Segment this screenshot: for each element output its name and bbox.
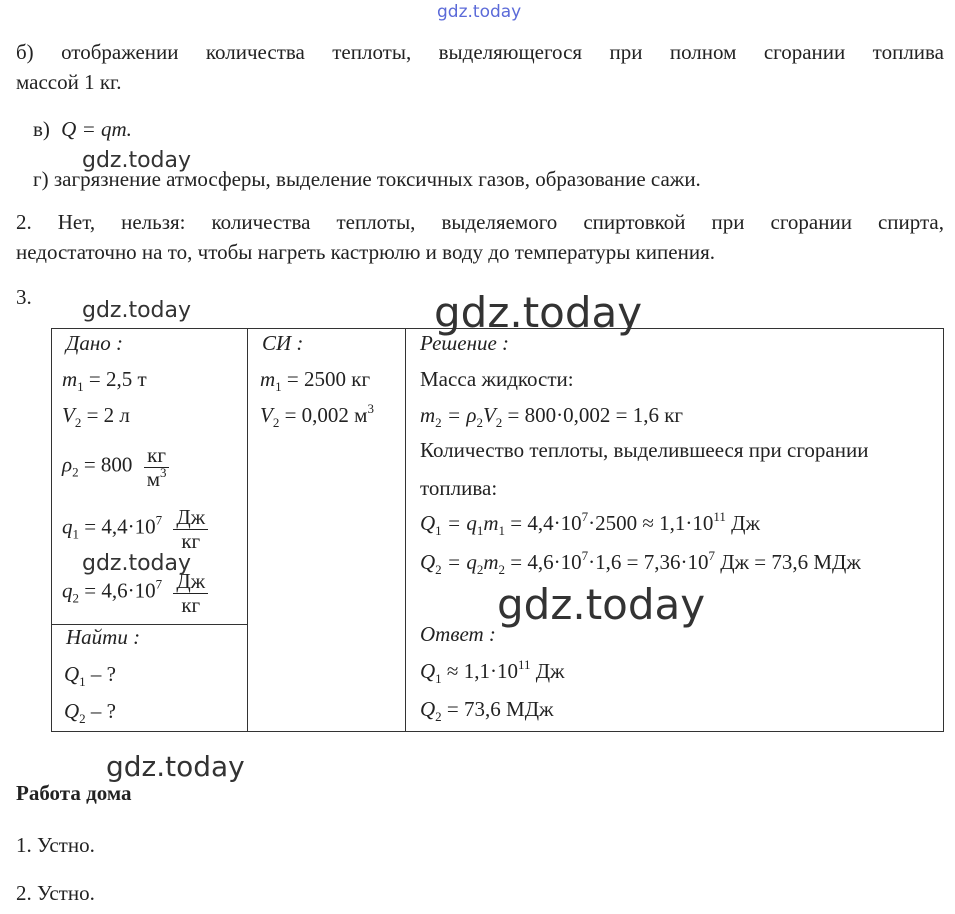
given-q2: $q_2 = 4,6\cdot 10^7$ $\frac{Дж}{кг}$ — [62, 569, 208, 616]
watermark: gdz.today — [82, 148, 192, 173]
paragraph-b-line1: б) отображении количества теплоты, выделяющегося при полном сгорании топлива — [16, 40, 944, 64]
find-title: Найти : — [66, 625, 141, 649]
given-title: Дано : — [66, 331, 124, 355]
si-v2: $V_2 = 0,002$ $м^3$ — [260, 401, 374, 430]
find-cell — [52, 625, 248, 732]
given-q1: $q_1 = 4,4\cdot 10^7$ $\frac{Дж}{кг}$ — [62, 505, 208, 552]
solution-heat-label-1: Количество теплоты, выделившееся при сгорании — [420, 438, 869, 462]
answer-q1: $Q_1 \approx 1,1\cdot 10^{11}$ Дж — [420, 657, 565, 686]
answer-title: Ответ : — [420, 622, 496, 646]
paragraph-2-line1: 2. Нет, нельзя: количества теплоты, выделяемого спиртовкой при сгорании спирта, — [16, 210, 944, 234]
solution-title: Решение : — [420, 331, 510, 355]
homework-title: Работа дома — [16, 781, 132, 805]
homework-item-2: 2. Устно. — [16, 881, 95, 905]
solution-q2-equation: $Q_2 = q_2m_2 = 4,6\cdot 10^7\cdot 1,6 = 7,36\cdot 10^7$ Дж = 73,6 МДж — [420, 548, 861, 577]
solution-heat-label-2: топлива: — [420, 476, 498, 500]
si-cell — [248, 329, 406, 732]
paragraph-v — [33, 117, 132, 142]
answer-q2: $Q_2 = 73,6$ МДж — [420, 697, 554, 724]
paragraph-3-label: 3. — [16, 285, 32, 309]
watermark-top: gdz.today — [437, 2, 522, 22]
solution-cell — [406, 329, 944, 732]
find-q1: $Q_1$ – ? — [64, 662, 116, 689]
formula-q-qm: Q = qm. — [61, 117, 132, 141]
watermark: gdz.today — [106, 750, 245, 783]
problem-table — [51, 328, 944, 732]
paragraph-2-line2: недостаточно на то, чтобы нагреть кастрюлю и воду до температуры кипения. — [16, 240, 715, 264]
watermark-large: gdz.today — [497, 580, 706, 629]
paragraph-b-line2: массой 1 кг. — [16, 70, 122, 94]
si-m1: $m_1 = 2500$ кг — [260, 367, 371, 394]
solution-q1-equation: $Q_1 = q_1m_1 = 4,4\cdot 10^7\cdot 2500 \approx 1,1\cdot 10^{11}$ Дж — [420, 509, 760, 538]
given-v2: $V_2 = 2$ л — [62, 403, 130, 430]
given-rho2: $\rho_2 = 800$ $\frac{кг}{м^3}$ — [62, 443, 169, 490]
si-title: СИ : — [262, 331, 304, 355]
solution-m2-equation: $m_2 = \rho_2V_2 = 800\cdot 0,002 = 1,6$ кг — [420, 403, 684, 430]
paragraph-g: г) загрязнение атмосферы, выделение токсичных газов, образование сажи. — [33, 167, 701, 191]
watermark: gdz.today — [82, 551, 192, 576]
paragraph-v-prefix: в) — [33, 117, 50, 141]
solution-mass-label: Масса жидкости: — [420, 367, 574, 391]
find-q2: $Q_2$ – ? — [64, 699, 116, 726]
given-m1: $m_1 = 2,5$ т — [62, 367, 147, 394]
given-cell — [52, 329, 248, 625]
homework-item-1: 1. Устно. — [16, 833, 95, 857]
watermark: gdz.today — [82, 298, 192, 323]
watermark-large: gdz.today — [434, 288, 643, 337]
